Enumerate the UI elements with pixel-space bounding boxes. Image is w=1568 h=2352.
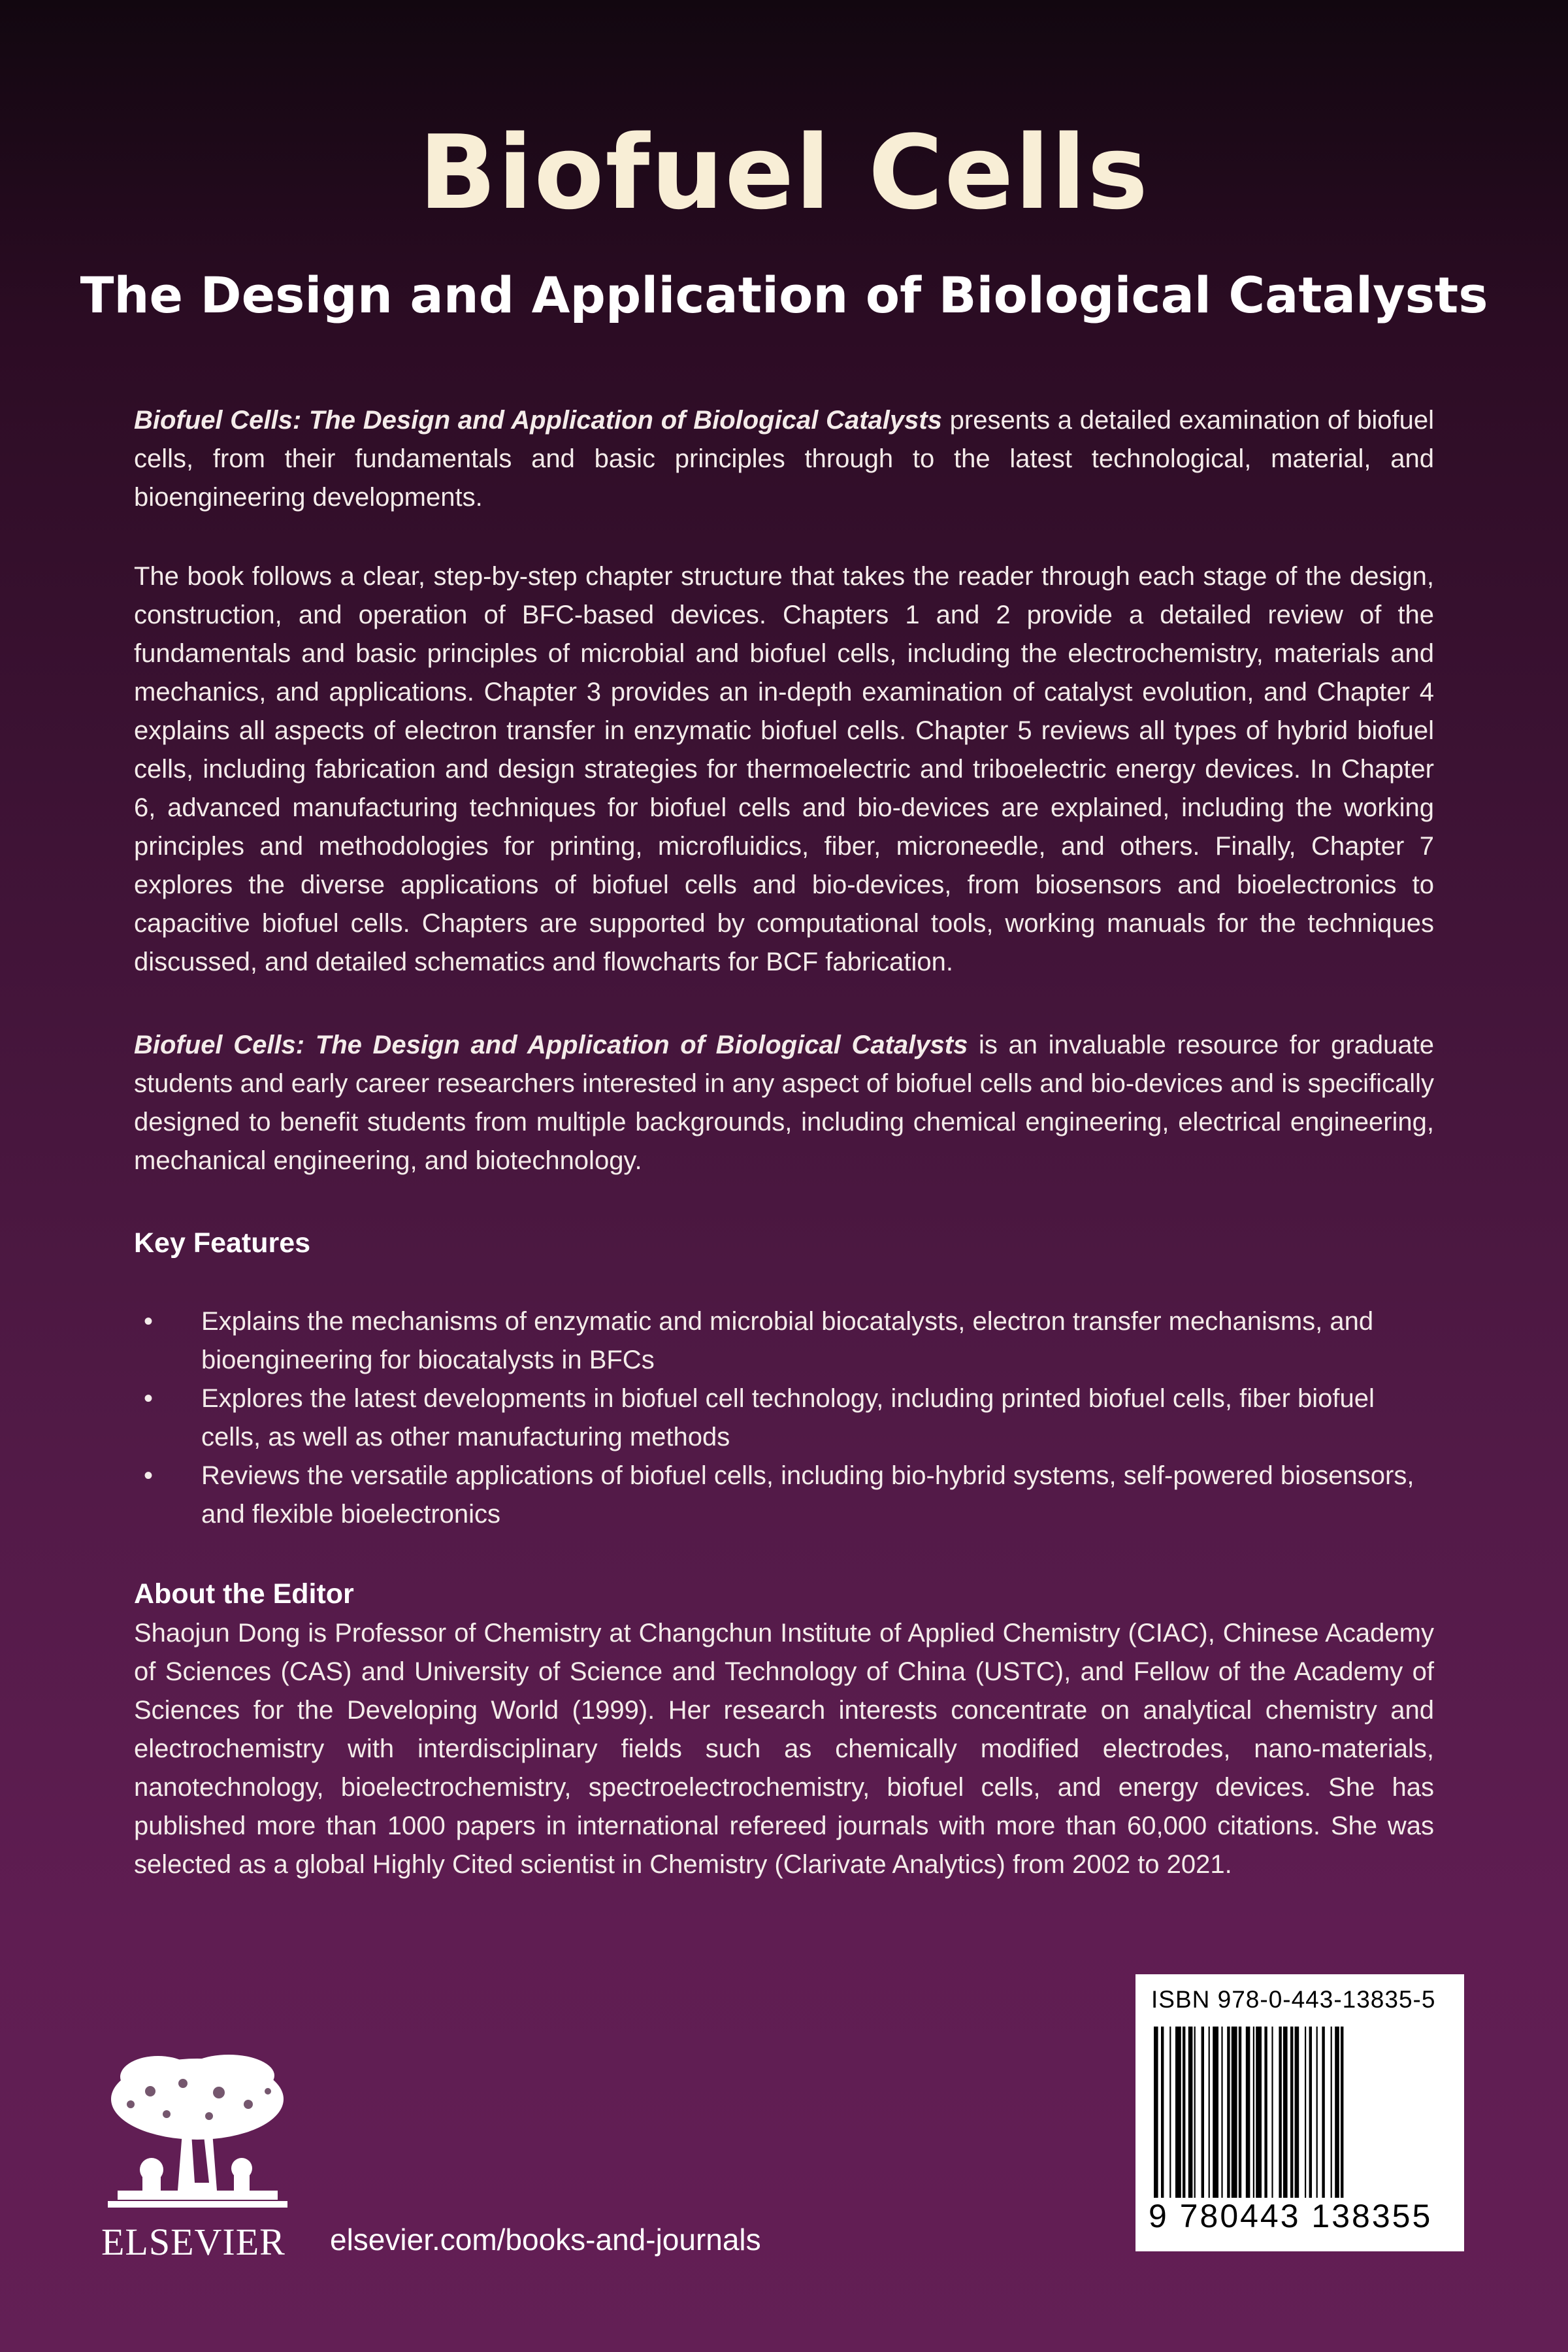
bullet-icon: •: [144, 1461, 154, 1490]
description-text-3: is an invaluable resource for graduate students and early career researchers interested in any aspect of biofuel cells and bio-devices and is specifically designed to benefit students from multiple backgrounds, including chemical engineering, electrical engineering, mechanical engineering, and biotechnology.: [134, 1031, 1434, 1175]
feature-item: [134, 1302, 1434, 1380]
barcode-digits: 9 780443 138355: [1149, 2198, 1433, 2234]
key-features-list: [134, 1302, 1434, 1534]
description-book-title-3: Biofuel Cells: The Design and Application of Biological Catalysts: [134, 1031, 968, 1059]
feature-item: [134, 1457, 1434, 1534]
barcode-panel: [1135, 1974, 1464, 2251]
feature-text: Explores the latest developments in biofuel cell technology, including printed biofuel cells, fiber biofuel cells, as well as other manufacturing methods: [201, 1384, 1375, 1451]
book-title: Biofuel Cells: [418, 113, 1150, 232]
description-text-1: presents a detailed examination of biofuel cells, from their fundamentals and basic principles through to the latest technological, material, and bioengineering developments.: [134, 406, 1435, 512]
description-paragraph-1: [134, 401, 1434, 517]
about-editor-heading: About the Editor: [134, 1578, 354, 1610]
about-editor-text: Shaojun Dong is Professor of Chemistry at Changchun Institute of Applied Chemistry (CIAC), Chinese Academy of Sciences (CAS) and University of Science and Technology of China (USTC), and Fellow of the Academy of Sciences for the Developing World (1999). Her research interests concentrate on analytical chemistry and electrochemistry with interdisciplinary fields such as chemically modified electrodes, nano-materials, nanotechnology, bioelectrochemistry, spectroelectrochemistry, biofuel cells, and energy devices. She has published more than 1000 papers in international refereed journals with more than 60,000 citations. She was selected as a global Highly Cited scientist in Chemistry (Clarivate Analytics) from 2002 to 2021.: [134, 1619, 1434, 1879]
publisher-url[interactable]: elsevier.com/books-and-journals: [330, 2223, 761, 2257]
bullet-icon: •: [144, 1384, 154, 1413]
book-subtitle: The Design and Application of Biological Catalysts: [80, 266, 1488, 324]
isbn-label: ISBN 978-0-443-13835-5: [1151, 1986, 1436, 2013]
publisher-name: ELSEVIER: [101, 2221, 286, 2263]
feature-text: Explains the mechanisms of enzymatic and microbial biocatalysts, electron transfer mechanisms, and bioengineering for biocatalysts in BFCs: [201, 1307, 1374, 1374]
description-book-title-1: Biofuel Cells: The Design and Application of Biological Catalysts: [134, 406, 942, 435]
barcode-icon: [1154, 2027, 1448, 2198]
elsevier-tree-logo: [105, 2052, 291, 2212]
key-features-heading: Key Features: [134, 1227, 311, 1259]
feature-item: [134, 1380, 1434, 1457]
description-paragraph-2: The book follows a clear, step-by-step chapter structure that takes the reader through each stage of the design, construction, and operation of BFC-based devices. Chapters 1 and 2 provide a detailed review of the fundamentals and basic principles of microbial and biofuel cells, including the electrochemistry, materials and mechanics, and applications. Chapter 3 provides an in-depth examination of catalyst evolution, and Chapter 4 explains all aspects of electron transfer in enzymatic biofuel cells. Chapter 5 reviews all types of hybrid biofuel cells, including fabrication and design strategies for thermoelectric and triboelectric energy devices. In Chapter 6, advanced manufacturing techniques for biofuel cells and bio-devices are explained, including the working principles and methodologies for printing, microfluidics, fiber, microneedle, and others. Finally, Chapter 7 explores the diverse applications of biofuel cells and bio-devices, from biosensors and bioelectronics to capacitive biofuel cells. Chapters are supported by computational tools, working manuals for the techniques discussed, and detailed schematics and flowcharts for BCF fabrication.: [134, 562, 1434, 976]
description-paragraph-3: [134, 1026, 1434, 1180]
feature-text: Reviews the versatile applications of biofuel cells, including bio-hybrid systems, self-powered biosensors, and flexible bioelectronics: [201, 1461, 1414, 1529]
bullet-icon: •: [144, 1307, 154, 1336]
